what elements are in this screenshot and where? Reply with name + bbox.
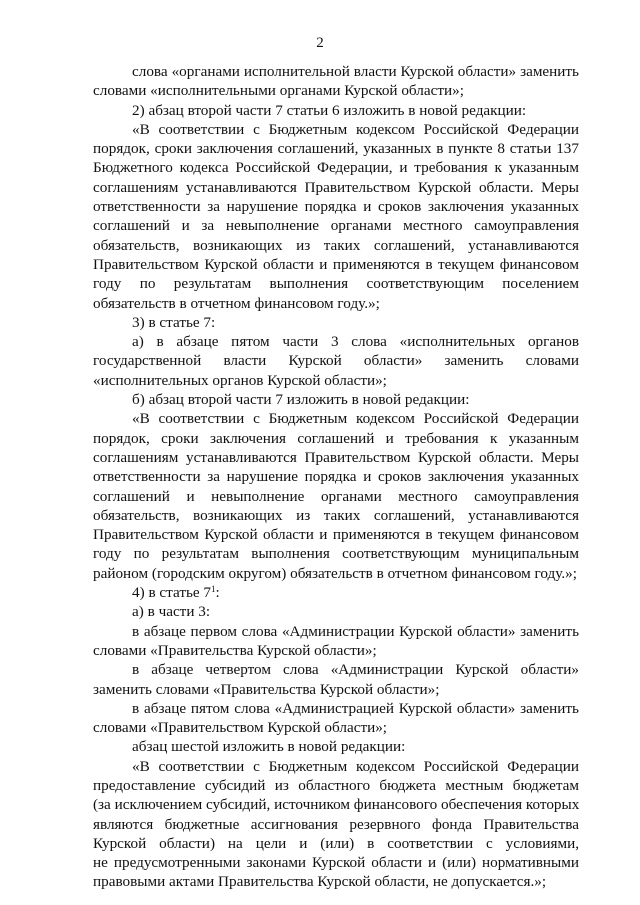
text-line-content: заменить словами «Правительства Курской области»;: [93, 680, 440, 698]
page-number: 2: [316, 35, 324, 51]
text-line: [93, 487, 579, 506]
text-line-content: предоставление субсидий из областного бюджета местным бюджетам: [93, 776, 579, 794]
text-line: [93, 506, 579, 525]
text-line: [93, 197, 579, 216]
text-line-content: соглашений и невыполнение органами местного самоуправления: [93, 487, 579, 505]
text-line: [93, 274, 579, 293]
text-line: [93, 332, 579, 351]
text-line-content: соглашений и за невыполнение органами местного самоуправления: [93, 217, 579, 235]
text-line: [93, 718, 579, 737]
text-line-content: словами «исполнительными органами Курской области»;: [93, 82, 464, 100]
text-line: [93, 158, 579, 177]
text-line: [93, 429, 579, 448]
text-line: [93, 255, 579, 274]
text-line-content: в абзаце четвертом слова «Администрации Курской области»: [132, 661, 579, 679]
text-line: [93, 178, 579, 197]
text-line-content: абзац шестой изложить в новой редакции:: [132, 738, 406, 756]
text-line-content: районом (городским округом) обязательств в отчетном финансовом году.»;: [93, 564, 577, 582]
text-line: [93, 680, 579, 699]
text-line: [93, 583, 579, 602]
text-line-content: в абзаце пятом слова «Администрацией Курской области» заменить: [132, 699, 579, 717]
text-line-content: 4) в статье 7: [132, 584, 212, 602]
text-line: [93, 737, 579, 756]
text-line: [93, 120, 579, 139]
text-line-content: 2) абзац второй части 7 статьи 6 изложить в новой редакции:: [132, 101, 527, 119]
text-line: [93, 236, 579, 255]
text-line-content: году по результатам выполнения соответствующим поселением: [93, 275, 579, 293]
text-line-content: 3) в статье 7:: [132, 313, 216, 331]
text-line: [93, 371, 579, 390]
text-line-content: Правительством Курской области и применяются в текущем финансовом: [93, 526, 579, 544]
text-line: [93, 564, 579, 583]
text-line: [93, 139, 579, 158]
text-line-content: государственной власти Курской области» заменить словами: [93, 352, 579, 370]
text-line-content: словами «Правительством Курской области»;: [93, 719, 388, 737]
text-line: [93, 409, 579, 428]
text-line: [93, 81, 579, 100]
text-line-content: году по результатам выполнения соответствующим муниципальным: [93, 545, 579, 563]
text-line: [93, 525, 579, 544]
text-line-content: являются бюджетные ассигнования резервного фонда Правительства: [93, 815, 579, 833]
text-line: [93, 544, 579, 563]
text-line-content: не предусмотренными законами Курской области и (или) нормативными: [93, 854, 579, 872]
text-line-content: б) абзац второй части 7 изложить в новой редакции:: [132, 391, 470, 409]
text-line: [93, 853, 579, 872]
text-line: [93, 294, 579, 313]
text-line-content: соглашениям устанавливаются Правительством Курской области. Меры: [93, 448, 579, 466]
text-line: [93, 313, 579, 332]
document-body: [93, 62, 579, 892]
text-line-content: «В соответствии с Бюджетным кодексом Российской Федерации: [132, 757, 579, 775]
text-line-content: ответственности за нарушение порядка и сроков заключения указанных: [93, 198, 579, 216]
text-line: [93, 101, 579, 120]
text-line-content: Правительством Курской области и применяются в текущем финансовом: [93, 255, 579, 273]
text-line-content: словами «Правительства Курской области»;: [93, 641, 377, 659]
text-line: [93, 602, 579, 621]
text-line-content: а) в части 3:: [132, 603, 211, 621]
text-line: [93, 62, 579, 81]
text-line-content: «В соответствии с Бюджетным кодексом Российской Федерации: [132, 120, 579, 138]
text-line-tail: :: [215, 584, 220, 602]
text-line-content: правовыми актами Правительства Курской области, не допускается.»;: [93, 873, 547, 891]
text-line-content: ответственности за нарушение порядка и сроков заключения указанных: [93, 468, 579, 486]
text-line: [93, 660, 579, 679]
text-line: [93, 872, 579, 891]
superscript: 1: [211, 584, 216, 595]
text-line-content: слова «органами исполнительной власти Курской области» заменить: [132, 63, 579, 80]
text-line: [93, 216, 579, 235]
text-line-content: порядок, сроки заключения соглашений и требования к указанным: [93, 429, 579, 447]
text-line: [93, 834, 579, 853]
text-line-content: соглашениям устанавливаются Правительством Курской области. Меры: [93, 178, 579, 196]
text-line: [93, 467, 579, 486]
text-line-content: а) в абзаце пятом части 3 слова «исполнительных органов: [132, 333, 579, 351]
text-line: [93, 622, 579, 641]
text-line-content: (за исключением субсидий, источником финансового обеспечения которых: [93, 796, 580, 814]
text-line-content: «исполнительных органов Курской области»;: [93, 371, 387, 389]
text-line: [93, 815, 579, 834]
text-line: [93, 641, 579, 660]
text-line-content: Курской области) на цели и (или) в соответствии с условиями,: [93, 834, 579, 852]
text-line-content: порядок, сроки заключения соглашений, указанных в пункте 8 статьи 137: [93, 140, 579, 158]
text-line: [93, 795, 579, 814]
text-line: [93, 699, 579, 718]
text-line-content: Бюджетного кодекса Российской Федерации, и требования к указанным: [93, 159, 579, 177]
text-line: [93, 448, 579, 467]
text-line-content: обязательств, возникающих из таких соглашений, устанавливаются: [93, 506, 579, 524]
text-line: [93, 776, 579, 795]
text-line: [93, 757, 579, 776]
text-line: [93, 390, 579, 409]
text-line: [93, 351, 579, 370]
text-line-content: в абзаце первом слова «Администрации Курской области» заменить: [132, 622, 579, 640]
text-line-content: обязательств в отчетном финансовом году.»;: [93, 294, 380, 312]
text-line-content: обязательств, возникающих из таких соглашений, устанавливаются: [93, 236, 579, 254]
text-line-content: «В соответствии с Бюджетным кодексом Российской Федерации: [132, 410, 579, 428]
